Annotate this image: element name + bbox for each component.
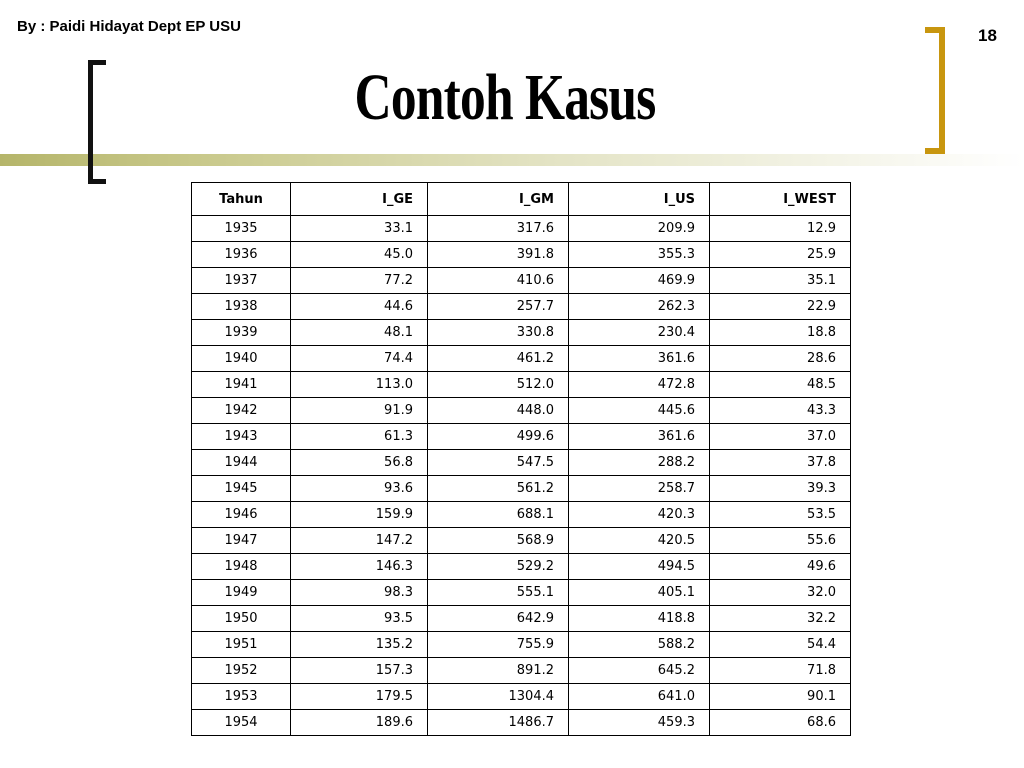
title-underline-bar: [0, 154, 1024, 166]
cell-i-west: 48.5: [710, 372, 851, 398]
cell-tahun: 1954: [192, 710, 291, 736]
cell-i-us: 420.3: [569, 502, 710, 528]
cell-i-gm: 512.0: [428, 372, 569, 398]
cell-tahun: 1951: [192, 632, 291, 658]
cell-i-ge: 147.2: [291, 528, 428, 554]
table-row: [192, 242, 851, 268]
cell-i-us: 588.2: [569, 632, 710, 658]
cell-i-us: 418.8: [569, 606, 710, 632]
cell-tahun: 1948: [192, 554, 291, 580]
table-row: [192, 502, 851, 528]
table-body: [192, 216, 851, 736]
left-bracket-decoration: [88, 60, 106, 184]
cell-i-west: 37.0: [710, 424, 851, 450]
right-bracket-decoration: [925, 27, 945, 154]
cell-i-ge: 77.2: [291, 268, 428, 294]
cell-i-gm: 1486.7: [428, 710, 569, 736]
cell-i-us: 445.6: [569, 398, 710, 424]
cell-i-gm: 317.6: [428, 216, 569, 242]
cell-i-gm: 755.9: [428, 632, 569, 658]
author-credit: By : Paidi Hidayat Dept EP USU: [17, 18, 241, 35]
table-row: [192, 476, 851, 502]
cell-i-us: 641.0: [569, 684, 710, 710]
cell-i-us: 361.6: [569, 424, 710, 450]
cell-i-west: 55.6: [710, 528, 851, 554]
cell-i-west: 49.6: [710, 554, 851, 580]
cell-i-us: 469.9: [569, 268, 710, 294]
cell-i-us: 459.3: [569, 710, 710, 736]
table-header-row: [192, 183, 851, 216]
cell-i-ge: 93.5: [291, 606, 428, 632]
cell-i-gm: 461.2: [428, 346, 569, 372]
cell-i-gm: 448.0: [428, 398, 569, 424]
cell-tahun: 1952: [192, 658, 291, 684]
cell-i-west: 43.3: [710, 398, 851, 424]
cell-i-ge: 56.8: [291, 450, 428, 476]
table-row: [192, 424, 851, 450]
cell-tahun: 1950: [192, 606, 291, 632]
cell-i-us: 355.3: [569, 242, 710, 268]
cell-tahun: 1940: [192, 346, 291, 372]
cell-tahun: 1935: [192, 216, 291, 242]
cell-i-ge: 33.1: [291, 216, 428, 242]
cell-i-us: 361.6: [569, 346, 710, 372]
cell-tahun: 1945: [192, 476, 291, 502]
table-row: [192, 632, 851, 658]
cell-i-ge: 159.9: [291, 502, 428, 528]
cell-i-gm: 547.5: [428, 450, 569, 476]
cell-tahun: 1938: [192, 294, 291, 320]
cell-i-gm: 688.1: [428, 502, 569, 528]
table-row: [192, 294, 851, 320]
table-row: [192, 710, 851, 736]
cell-i-west: 28.6: [710, 346, 851, 372]
cell-tahun: 1941: [192, 372, 291, 398]
cell-i-ge: 93.6: [291, 476, 428, 502]
column-header-i-west: I_WEST: [710, 183, 851, 216]
cell-tahun: 1936: [192, 242, 291, 268]
table-row: [192, 398, 851, 424]
cell-i-west: 35.1: [710, 268, 851, 294]
cell-i-west: 32.2: [710, 606, 851, 632]
table-row: [192, 216, 851, 242]
cell-tahun: 1942: [192, 398, 291, 424]
cell-i-us: 258.7: [569, 476, 710, 502]
cell-tahun: 1953: [192, 684, 291, 710]
column-header-i-us: I_US: [569, 183, 710, 216]
cell-i-us: 209.9: [569, 216, 710, 242]
cell-tahun: 1944: [192, 450, 291, 476]
cell-i-ge: 157.3: [291, 658, 428, 684]
cell-i-ge: 91.9: [291, 398, 428, 424]
cell-i-us: 420.5: [569, 528, 710, 554]
cell-i-ge: 45.0: [291, 242, 428, 268]
cell-i-gm: 257.7: [428, 294, 569, 320]
cell-i-west: 71.8: [710, 658, 851, 684]
cell-i-us: 262.3: [569, 294, 710, 320]
cell-i-ge: 98.3: [291, 580, 428, 606]
cell-i-ge: 74.4: [291, 346, 428, 372]
cell-tahun: 1943: [192, 424, 291, 450]
cell-i-gm: 555.1: [428, 580, 569, 606]
cell-tahun: 1949: [192, 580, 291, 606]
table-row: [192, 606, 851, 632]
cell-i-gm: 410.6: [428, 268, 569, 294]
cell-i-gm: 499.6: [428, 424, 569, 450]
cell-i-gm: 330.8: [428, 320, 569, 346]
table-row: [192, 320, 851, 346]
cell-i-us: 494.5: [569, 554, 710, 580]
cell-i-us: 288.2: [569, 450, 710, 476]
cell-i-west: 53.5: [710, 502, 851, 528]
table-row: [192, 372, 851, 398]
cell-i-west: 32.0: [710, 580, 851, 606]
cell-i-gm: 568.9: [428, 528, 569, 554]
table-row: [192, 658, 851, 684]
column-header-i-ge: I_GE: [291, 183, 428, 216]
investment-data-table: [191, 182, 851, 736]
column-header-tahun: Tahun: [192, 183, 291, 216]
data-table-container: [191, 182, 851, 736]
cell-i-west: 22.9: [710, 294, 851, 320]
cell-i-us: 230.4: [569, 320, 710, 346]
cell-i-us: 472.8: [569, 372, 710, 398]
cell-i-ge: 61.3: [291, 424, 428, 450]
column-header-i-gm: I_GM: [428, 183, 569, 216]
cell-i-ge: 113.0: [291, 372, 428, 398]
cell-tahun: 1947: [192, 528, 291, 554]
cell-i-ge: 179.5: [291, 684, 428, 710]
cell-i-west: 54.4: [710, 632, 851, 658]
cell-i-gm: 391.8: [428, 242, 569, 268]
cell-i-west: 12.9: [710, 216, 851, 242]
cell-i-ge: 146.3: [291, 554, 428, 580]
table-row: [192, 346, 851, 372]
cell-i-west: 18.8: [710, 320, 851, 346]
table-row: [192, 580, 851, 606]
cell-tahun: 1946: [192, 502, 291, 528]
cell-i-ge: 135.2: [291, 632, 428, 658]
cell-i-gm: 642.9: [428, 606, 569, 632]
cell-i-gm: 891.2: [428, 658, 569, 684]
cell-i-gm: 561.2: [428, 476, 569, 502]
cell-i-ge: 44.6: [291, 294, 428, 320]
slide-title: Contoh Kasus: [354, 61, 656, 134]
cell-i-ge: 189.6: [291, 710, 428, 736]
table-row: [192, 554, 851, 580]
table-row: [192, 450, 851, 476]
cell-i-ge: 48.1: [291, 320, 428, 346]
cell-i-gm: 529.2: [428, 554, 569, 580]
cell-tahun: 1939: [192, 320, 291, 346]
cell-i-west: 39.3: [710, 476, 851, 502]
table-row: [192, 268, 851, 294]
page-number: 18: [978, 26, 997, 45]
table-row: [192, 684, 851, 710]
cell-i-west: 90.1: [710, 684, 851, 710]
cell-i-us: 645.2: [569, 658, 710, 684]
cell-i-gm: 1304.4: [428, 684, 569, 710]
cell-i-west: 37.8: [710, 450, 851, 476]
cell-i-west: 25.9: [710, 242, 851, 268]
cell-i-west: 68.6: [710, 710, 851, 736]
cell-tahun: 1937: [192, 268, 291, 294]
table-row: [192, 528, 851, 554]
cell-i-us: 405.1: [569, 580, 710, 606]
